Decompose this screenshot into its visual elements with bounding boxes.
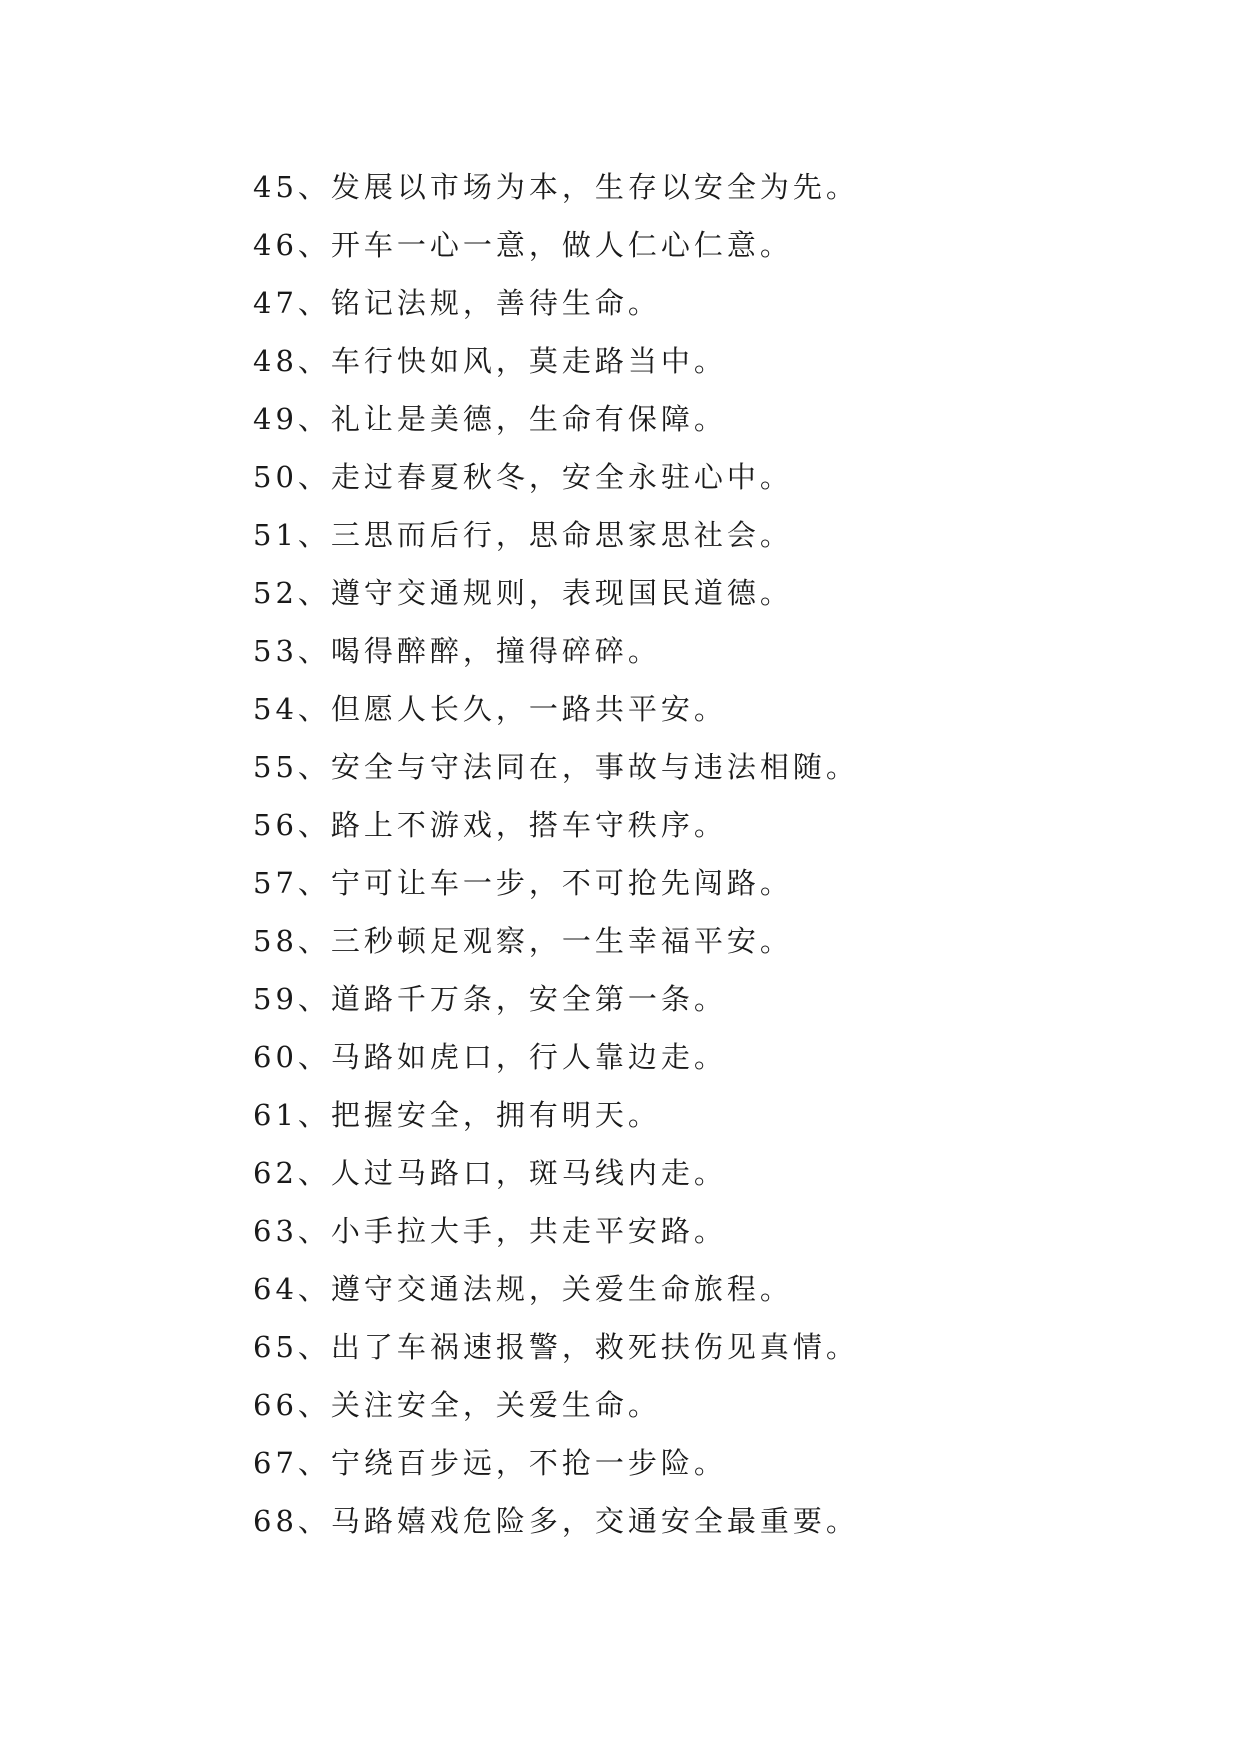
slogan-line: 58、三秒顿足观察，一生幸福平安。 [253,924,793,958]
slogan-line: 51、三思而后行，思命思家思社会。 [253,518,793,552]
slogan-line: 46、开车一心一意，做人仁心仁意。 [253,228,793,262]
slogan-line: 54、但愿人长久，一路共平安。 [253,692,727,726]
slogan-line: 68、马路嬉戏危险多，交通安全最重要。 [253,1504,859,1538]
slogan-line: 50、走过春夏秋冬，安全永驻心中。 [253,460,793,494]
slogan-line: 66、关注安全，关爱生命。 [253,1388,661,1422]
slogan-line: 53、喝得醉醉，撞得碎碎。 [253,634,661,668]
slogan-line: 63、小手拉大手，共走平安路。 [253,1214,727,1248]
slogan-line: 55、安全与守法同在，事故与违法相随。 [253,750,859,784]
slogan-line: 59、道路千万条，安全第一条。 [253,982,727,1016]
slogan-line: 64、遵守交通法规，关爱生命旅程。 [253,1272,793,1306]
slogan-line: 56、路上不游戏，搭车守秩序。 [253,808,727,842]
slogan-line: 48、车行快如风，莫走路当中。 [253,344,727,378]
slogan-line: 57、宁可让车一步，不可抢先闯路。 [253,866,793,900]
slogan-line: 61、把握安全，拥有明天。 [253,1098,661,1132]
slogan-line: 60、马路如虎口，行人靠边走。 [253,1040,727,1074]
slogan-list [253,158,1153,1550]
slogan-line: 52、遵守交通规则，表现国民道德。 [253,576,793,610]
slogan-line: 49、礼让是美德，生命有保障。 [253,402,727,436]
slogan-line: 47、铭记法规，善待生命。 [253,286,661,320]
slogan-line: 65、出了车祸速报警，救死扶伤见真情。 [253,1330,859,1364]
slogan-line: 45、发展以市场为本，生存以安全为先。 [253,170,859,204]
slogan-line: 62、人过马路口，斑马线内走。 [253,1156,727,1190]
slogan-line: 67、宁绕百步远，不抢一步险。 [253,1446,727,1480]
